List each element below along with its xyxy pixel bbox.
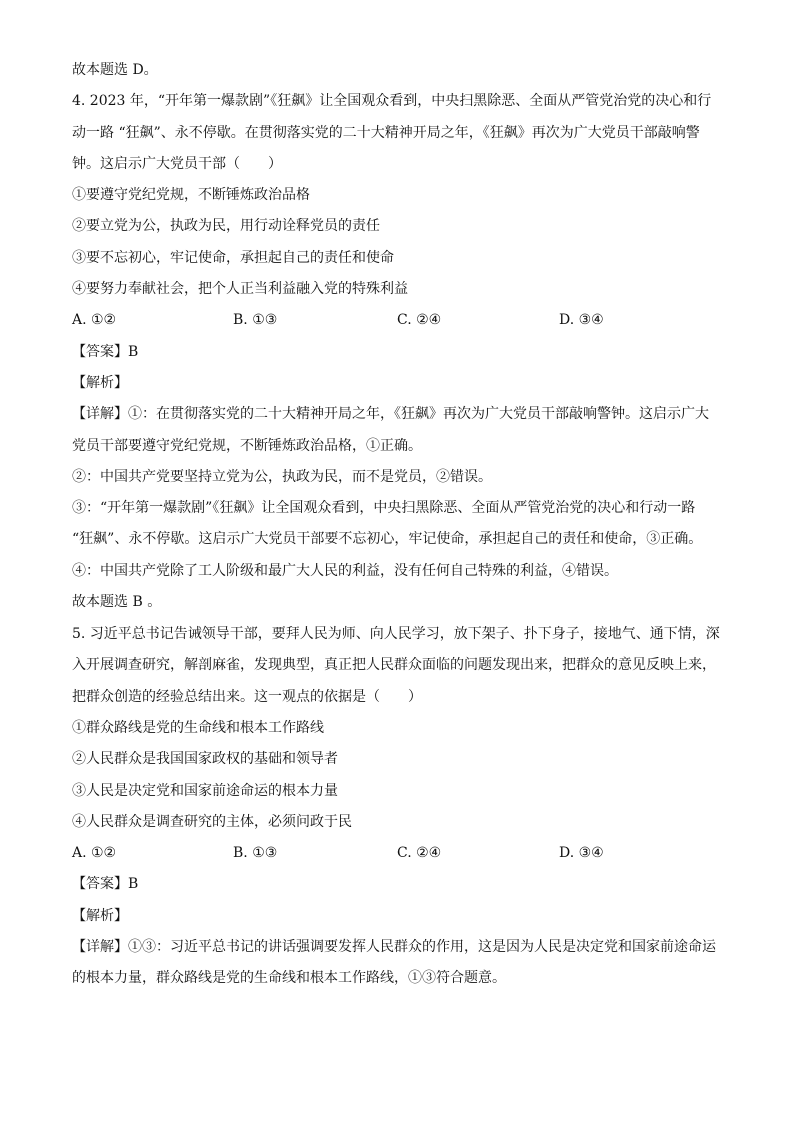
q5-detail-line: 的根本力量，群众路线是党的生命线和根本工作路线，①③符合题意。 — [72, 970, 506, 987]
q4-detail-line: “狂飙”、永不停歇。这启示广大党员干部要不忘初心，牢记使命，承担起自己的责任和使命，③正确。 — [72, 531, 703, 548]
q4-detail-line: ②：中国共产党要坚持立党为公，执政为民，而不是党员，②错误。 — [72, 468, 492, 485]
q4-stem-line: 4. 2023 年，“开年第一爆款剧”《狂飙》让全国观众看到，中央扫黑除恶、全面从严管党治党的决心和行 — [72, 93, 712, 110]
q4-answer: 【答案】B — [72, 343, 139, 360]
q5-analysis-heading: 【解析】 — [72, 907, 128, 924]
q4-conclusion: 故本题选 B 。 — [72, 594, 162, 611]
q5-stem-line: 把群众创造的经验总结出来。这一观点的依据是（ ） — [72, 688, 422, 705]
q4-detail-line: ④：中国共产党除了工人阶级和最广大人民的利益，没有任何自己特殊的利益，④错误。 — [72, 562, 618, 579]
q5-option-b: B. ①③ — [233, 845, 278, 862]
q5-option-d: D. ③④ — [559, 845, 604, 862]
q5-stem-line: 5. 习近平总书记告诫领导干部，要拜人民为师、向人民学习，放下架子、扑下身子，接地气、通下情，深 — [72, 626, 720, 643]
q4-option-b: B. ①③ — [233, 312, 278, 329]
q4-statement-4: ④要努力奉献社会，把个人正当利益融入党的特殊利益 — [72, 281, 408, 298]
q5-statement-4: ④人民群众是调查研究的主体，必须问政于民 — [72, 813, 352, 830]
q5-answer: 【答案】B — [72, 876, 139, 893]
q4-stem-line: 钟。这启示广大党员干部（ ） — [72, 155, 282, 172]
q4-analysis-heading: 【解析】 — [72, 374, 128, 391]
question-5 — [72, 624, 722, 988]
page-content — [72, 60, 722, 1000]
q4-option-a: A. ①② — [72, 312, 117, 329]
q5-statement-3: ③人民是决定党和国家前途命运的根本力量 — [72, 782, 338, 799]
q5-options — [72, 843, 722, 863]
q4-detail-line: 党员干部要遵守党纪党规，不断锤炼政治品格，①正确。 — [72, 437, 422, 454]
q5-statement-2: ②人民群众是我国国家政权的基础和领导者 — [72, 751, 338, 768]
q4-option-d: D. ③④ — [559, 312, 604, 329]
q4-detail-line: 【详解】①：在贯彻落实党的二十大精神开局之年，《狂飙》再次为广大党员干部敲响警钟。这启示广大 — [72, 406, 709, 423]
q5-option-c: C. ②④ — [397, 845, 442, 862]
q4-statement-2: ②要立党为公，执政为民，用行动诠释党员的责任 — [72, 218, 380, 235]
q5-statement-1: ①群众路线是党的生命线和根本工作路线 — [72, 719, 324, 736]
q5-detail-line: 【详解】①③：习近平总书记的讲话强调要发挥人民群众的作用，这是因为人民是决定党和国家前途命运 — [72, 939, 716, 956]
q5-stem-line: 入开展调查研究，解剖麻雀，发现典型，真正把人民群众面临的问题发现出来，把群众的意见反映上来， — [72, 657, 716, 674]
q4-options — [72, 310, 722, 330]
q4-stem-line: 动一路 “狂飙”、永不停歇。在贯彻落实党的二十大精神开局之年，《狂飙》再次为广大党员干部敲响警 — [72, 124, 700, 141]
q4-statement-1: ①要遵守党纪党规，不断锤炼政治品格 — [72, 187, 310, 204]
q5-option-a: A. ①② — [72, 845, 117, 862]
prev-conclusion: 故本题选 D。 — [72, 62, 158, 78]
q4-detail-line: ③：“开年第一爆款剧”《狂飙》让全国观众看到，中央扫黑除恶、全面从严管党治党的决心和行动一路 — [72, 500, 696, 517]
q4-statement-3: ③要不忘初心，牢记使命，承担起自己的责任和使命 — [72, 249, 394, 266]
q4-option-c: C. ②④ — [397, 312, 442, 329]
question-4 — [72, 91, 722, 612]
